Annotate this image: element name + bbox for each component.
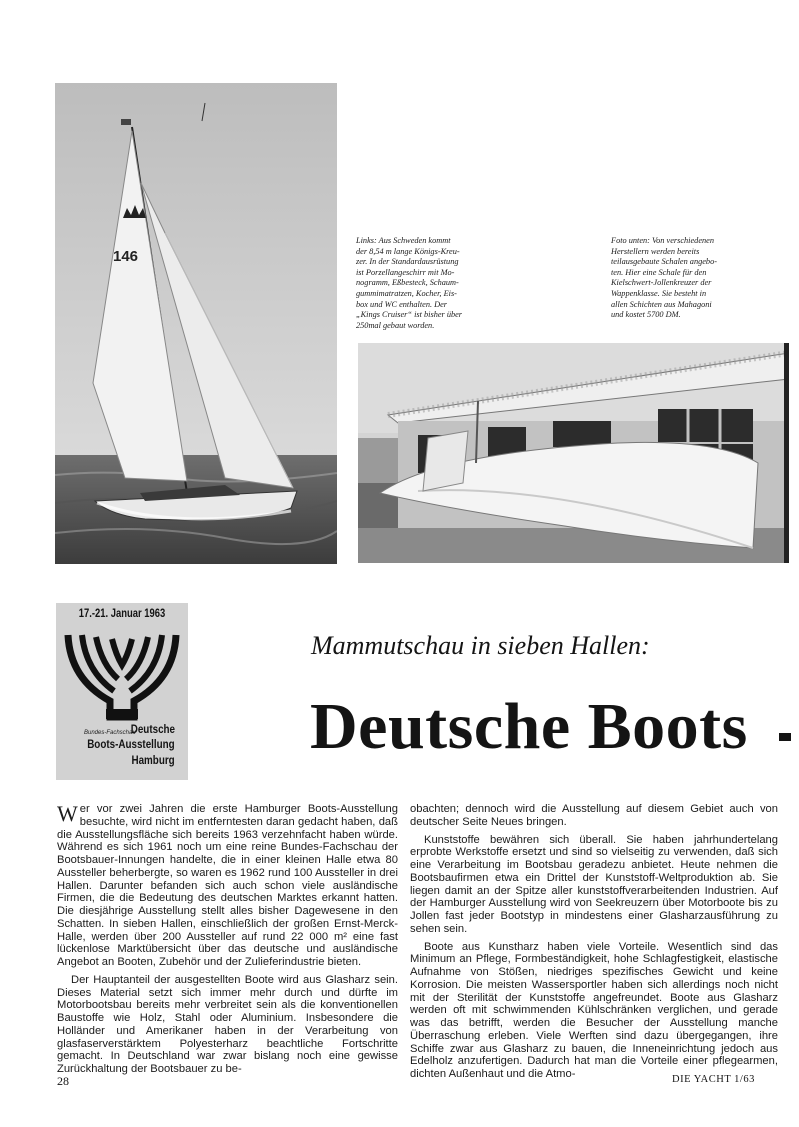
article-paragraph-4: Kunststoffe bewähren sich überall. Sie haben jahrhundertelang erprobte Werkstoffe ersetzt und sind so vielseitig zu verwenden, daß sich eine Verarbeitung im Bootsbau geradezu anbietet. Heute nehmen die Bootsbaufirmen etwa ein Drittel der Kunststoff-Weltproduktion ab. Sie liegen damit an der Spitze aller kunststoffverarbeitenden Industrien. Auf der Hamburger Ausstellung wird von Seekreuzern über Motorboote bis zu Jollen fast jeder Bootstyp in mindestens einer Glasharzausführung zu sehen sein. <box>410 833 778 935</box>
headline-title: Deutsche Boots <box>310 690 748 763</box>
hull-photo <box>358 343 789 563</box>
headline-hyphen <box>779 733 791 741</box>
sail-number: 146 <box>113 248 139 265</box>
sailboat-illustration <box>55 83 337 564</box>
article-column-left <box>57 803 398 1076</box>
article-paragraph-1-text: er vor zwei Jahren die erste Hamburger Boots-Ausstellung besuchte, wird nicht im entferntesten daran gedacht haben, daß die Ausstellungsfläche sich bereits 1963 verzehnfacht haben würde. Während es sich 1961 noch um eine reine Bundes-Fachschau der Bootsbauer-Innungen handelte, die in einer kleinen Halle etwa 80 Aussteller beherbergte, so waren es 1962 rund 100 Aussteller in drei Hallen. Darunter befanden sich auch schon viele ausländische Firmen, die die Bedeutung des deutschen Marktes erkannt hatten. Die diesjährige Ausstellung stellt alles bisher Dagewesene in den Schatten. In sieben Hallen, einschließlich der großen Ernst-Merck-Halle, werden über 200 Aussteller auf rund 22 000 m² eine fast lückenlose Marktübersicht über das deutsche und ausländische Angebot an Booten, Zubehör und der Zulieferindustrie bieten. <box>57 803 398 968</box>
logo-subtitle: Bundes-Fachschau <box>84 730 136 736</box>
hull-illustration <box>358 343 789 563</box>
magazine-reference: DIE YACHT 1/63 <box>672 1074 755 1085</box>
sailboat-photo <box>55 83 337 564</box>
boat-emblem-icon <box>62 629 182 721</box>
headline-kicker: Mammutschau in sieben Hallen: <box>311 631 650 660</box>
logo-line-deutsche: Deutsche <box>130 722 175 736</box>
page-number: 28 <box>57 1074 69 1088</box>
caption-hull: Foto unten: Von verschiedenen Herstellern werden bereits teilausgebaute Schalen angebo- ten. Hier eine Schale für den Kielschwert-Jollenkreuzer der Wappenklasse. Sie besteht in allen Schichten aus Mahagoni und kostet 5700 DM. <box>611 236 717 320</box>
caption-sailboat: Links: Aus Schweden kommt der 8,54 m lange Königs-Kreu- zer. In der Standardausrüstung ist Porzellangeschirr mit Mo- nogramm, Eßbesteck, Schaum- gummimatratzen, Kocher, Eis- box und WC enthalten. Der „Kings Cruiser“ ist bisher über 250mal gebaut worden. <box>356 236 463 330</box>
logo-line-hamburg: Hamburg <box>131 753 175 767</box>
article-paragraph-3: obachten; dennoch wird die Ausstellung auf diesem Gebiet auch von deutscher Seite Neues bringen. <box>410 803 778 828</box>
logo-line-boots-ausstellung: Boots-Ausstellung <box>87 737 175 751</box>
article-column-right <box>410 803 778 1081</box>
article-paragraph-5: Boote aus Kunstharz haben viele Vorteile. Wesentlich sind das Minimum an Pflege, Formbeständigkeit, hohe Schlagfestigkeit, elastische Aufnahme von Stößen, niedriges spezifisches Gewicht und keine Korrosion. Die meisten Wassersportler haben sich allerdings noch nicht mit der Sterilität der Kunststoffe angefreundet. Boote aus Glasharz werden oft mit schwimmenden Kühlschränken verglichen, und gerade was das betrifft, werden die Besucher der Ausstellung manche Überraschung erleben. Viele Werften sind dazu übergegangen, ihre Schiffe zwar aus Glasharz zu bauen, die Inneneinrichtung jedoch aus Edelholz anzufertigen. Dadurch hat man die Vorteile einer pflegearmen, dichten Außenhaut und die Atmo- <box>410 940 778 1080</box>
article-paragraph-1 <box>57 803 398 969</box>
logo-date: 17.-21. Januar 1963 <box>78 608 166 620</box>
article-paragraph-2: Der Hauptanteil der ausgestellten Boote wird aus Glasharz sein. Dieses Material setzt sich immer mehr durch und dürfte im Motorbootsbau bereits mehr verbreitet sein als die konventionellen Baustoffe wie Holz, Stahl oder Aluminium. Insbesondere die Holländer und Amerikaner haben in der Verarbeitung von glasfaserverstärktem Polyesterharz beachtliche Fortschritte gemacht. In Deutschland war zwar bislang noch eine gewisse Zurückhaltung der Bootsbauer zu be- <box>57 973 398 1075</box>
dropcap: W <box>57 801 78 826</box>
